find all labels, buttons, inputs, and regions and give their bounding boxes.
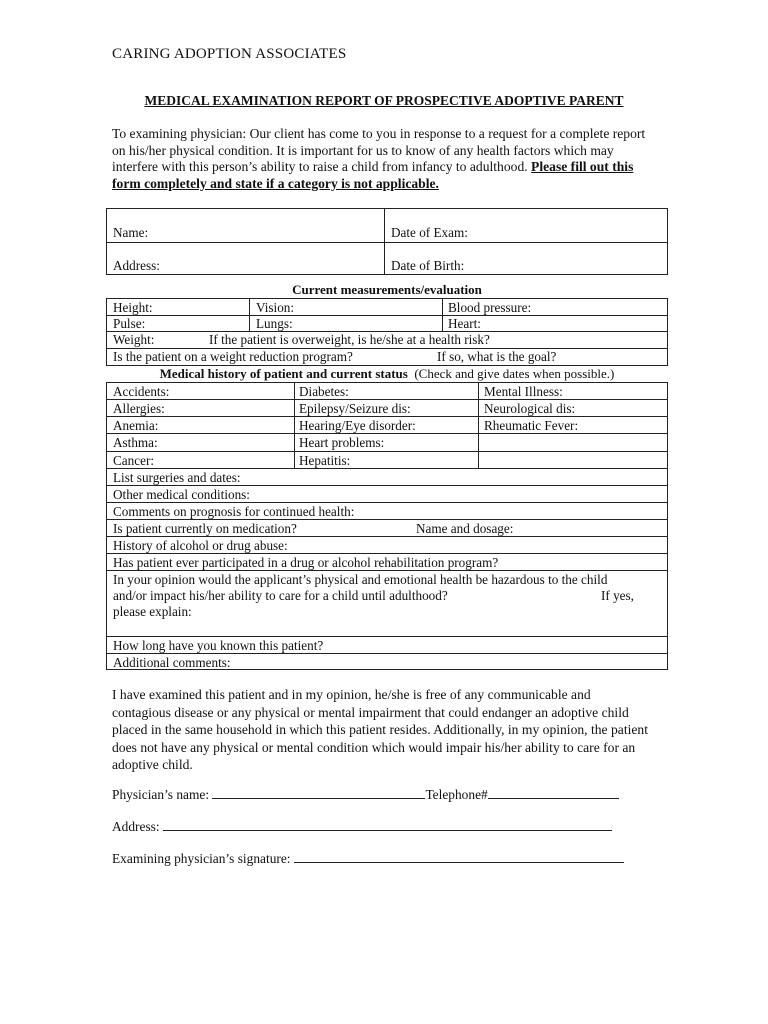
diabetes-field[interactable]: Diabetes: [299,384,349,399]
measurements-heading [106,282,668,298]
name-dosage-field[interactable]: Name and dosage: [416,521,514,536]
asthma-field[interactable]: Asthma: [113,435,158,450]
history-heading-note: (Check and give dates when possible.) [414,366,615,381]
prognosis-field[interactable]: Comments on prognosis for continued health: [113,504,355,519]
signature-line[interactable] [112,850,624,867]
intro-paragraph [112,126,652,192]
intro-emphasis: Please fill out this form completely and state if a category is not applicable. [112,159,634,191]
weight-goal-field[interactable]: If so, what is the goal? [437,349,557,364]
epilepsy-field[interactable]: Epilepsy/Seizure dis: [299,401,411,416]
date-of-exam-field[interactable]: Date of Exam: [391,225,468,240]
surgeries-field[interactable]: List surgeries and dates: [113,470,241,485]
allergies-field[interactable]: Allergies: [113,401,165,416]
neurological-field[interactable]: Neurological dis: [484,401,576,416]
rheumatic-fever-field[interactable]: Rheumatic Fever: [484,418,579,433]
known-patient-field[interactable]: How long have you known this patient? [113,638,324,653]
address-field[interactable]: Address: [113,258,160,273]
history-heading [106,366,668,382]
pulse-field[interactable]: Pulse: [113,316,146,331]
weight-field[interactable]: Weight: [113,332,155,347]
signature-label: Examining physician’s signature: [112,851,291,866]
history-table [106,382,668,670]
other-conditions-field[interactable]: Other medical conditions: [113,487,250,502]
cancer-field[interactable]: Cancer: [113,453,155,468]
signature-blank[interactable] [294,850,624,863]
physician-name-blank[interactable] [212,786,425,799]
identity-box [106,208,668,275]
medication-field[interactable]: Is patient currently on medication? [113,521,297,536]
telephone-blank[interactable] [488,786,619,799]
history-heading-text: Medical history of patient and current status [159,366,408,381]
vision-field[interactable]: Vision: [256,300,295,315]
measurements-table [106,298,668,366]
anemia-field[interactable]: Anemia: [113,418,159,433]
accidents-field[interactable]: Accidents: [113,384,170,399]
address-blank[interactable] [163,818,612,831]
alcohol-drug-field[interactable]: History of alcohol or drug abuse: [113,538,288,553]
opinion-question-line-2: and/or impact his/her ability to care for a child until adulthood? [113,588,448,603]
form-title: MEDICAL EXAMINATION REPORT OF PROSPECTIVE ADOPTIVE PARENT [144,93,624,108]
physician-name-label: Physician’s name: [112,787,210,802]
name-field[interactable]: Name: [113,225,149,240]
additional-comments-field[interactable]: Additional comments: [113,655,231,670]
organization-name: CARING ADOPTION ASSOCIATES [112,46,347,62]
mental-illness-field[interactable]: Mental Illness: [484,384,563,399]
address-label: Address: [112,819,160,834]
hepatitis-field[interactable]: Hepatitis: [299,453,351,468]
heart-field[interactable]: Heart: [448,316,481,331]
physician-statement: I have examined this patient and in my opinion, he/she is free of any communicable and contagious disease or any physical or mental impairment that could endanger an adoptive child placed in the same household in which this patient resides. Additionally, in my opinion, the patient does not have any physical or mental condition which would impair his/her ability to care for an adoptive child. [112,687,648,772]
hearing-eye-field[interactable]: Hearing/Eye disorder: [299,418,416,433]
address-line[interactable] [112,818,612,835]
opinion-question-line-1[interactable]: In your opinion would the applicant’s physical and emotional health be hazardous to the child [113,572,608,587]
height-field[interactable]: Height: [113,300,153,315]
intro-text: To examining physician: Our client has come to you in response to a request for a complete report on his/her physical condition. It is important for us to know of any health factors which may interfere with this person’s ability to raise a child from infancy to adulthood. [112,126,646,174]
opinion-if-yes: If yes, [601,588,634,603]
opinion-explain: please explain: [113,604,192,619]
date-of-birth-field[interactable]: Date of Birth: [391,258,465,273]
overweight-question[interactable]: If the patient is overweight, is he/she at a health risk? [209,332,490,347]
measurements-heading-text: Current measurements/evaluation [292,282,482,297]
physician-name-line[interactable] [112,786,619,803]
heart-problems-field[interactable]: Heart problems: [299,435,385,450]
telephone-label: Telephone# [425,787,488,802]
weight-program-question[interactable]: Is the patient on a weight reduction program? [113,349,353,364]
rehab-field[interactable]: Has patient ever participated in a drug or alcohol rehabilitation program? [113,555,499,570]
lungs-field[interactable]: Lungs: [256,316,293,331]
blood-pressure-field[interactable]: Blood pressure: [448,300,532,315]
